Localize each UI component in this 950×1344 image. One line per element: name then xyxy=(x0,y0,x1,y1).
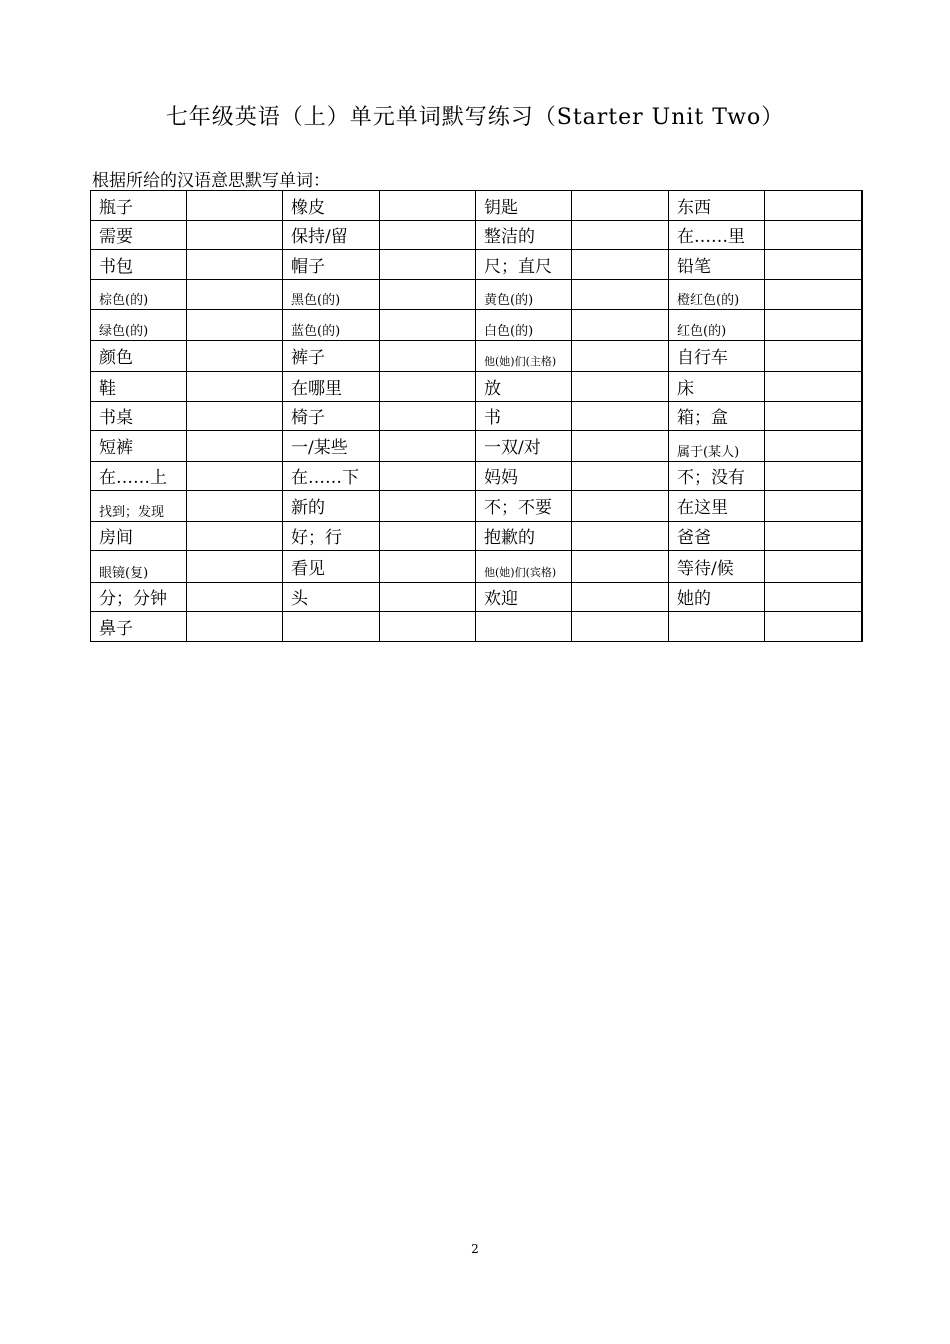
chinese-prompt-cell: 在……下 xyxy=(283,461,380,491)
answer-blank-cell[interactable] xyxy=(187,521,283,551)
answer-blank-cell[interactable] xyxy=(380,582,476,612)
chinese-prompt-cell: 属于(某人) xyxy=(669,431,765,462)
chinese-prompt-cell: 颜色 xyxy=(91,340,187,372)
document-title: 七年级英语（上）单元单词默写练习（Starter Unit Two） xyxy=(165,105,785,130)
answer-blank-cell[interactable] xyxy=(187,401,283,431)
chinese-prompt-cell: 妈妈 xyxy=(476,461,572,491)
answer-blank-cell[interactable] xyxy=(187,279,283,310)
answer-blank-cell[interactable] xyxy=(380,191,476,221)
answer-blank-cell[interactable] xyxy=(572,250,669,280)
table-row xyxy=(91,521,862,551)
answer-blank-cell[interactable] xyxy=(187,551,283,583)
chinese-prompt-cell: 她的 xyxy=(669,582,765,612)
chinese-prompt-cell: 红色(的) xyxy=(669,310,765,341)
answer-blank-cell[interactable] xyxy=(187,491,283,522)
answer-blank-cell[interactable] xyxy=(765,461,862,491)
chinese-prompt-cell: 在……里 xyxy=(669,220,765,250)
answer-blank-cell[interactable] xyxy=(765,220,862,250)
answer-blank-cell[interactable] xyxy=(187,582,283,612)
answer-blank-cell[interactable] xyxy=(380,310,476,341)
answer-blank-cell[interactable] xyxy=(187,461,283,491)
chinese-prompt-cell xyxy=(669,612,765,642)
chinese-prompt-cell: 铅笔 xyxy=(669,250,765,280)
answer-blank-cell[interactable] xyxy=(380,521,476,551)
answer-blank-cell[interactable] xyxy=(765,582,862,612)
table-row xyxy=(91,491,862,522)
table-row xyxy=(91,340,862,372)
answer-blank-cell[interactable] xyxy=(380,220,476,250)
chinese-prompt-cell: 在……上 xyxy=(91,461,187,491)
chinese-prompt-cell: 尺；直尺 xyxy=(476,250,572,280)
vocabulary-table-body xyxy=(91,191,862,642)
chinese-prompt-cell: 短裤 xyxy=(91,431,187,462)
answer-blank-cell[interactable] xyxy=(572,521,669,551)
answer-blank-cell[interactable] xyxy=(765,340,862,372)
answer-blank-cell[interactable] xyxy=(187,310,283,341)
chinese-prompt-cell: 蓝色(的) xyxy=(283,310,380,341)
answer-blank-cell[interactable] xyxy=(765,491,862,522)
chinese-prompt-cell: 椅子 xyxy=(283,401,380,431)
answer-blank-cell[interactable] xyxy=(572,582,669,612)
chinese-prompt-cell: 钥匙 xyxy=(476,191,572,221)
instruction-text: 根据所给的汉语意思默写单词： xyxy=(92,171,330,191)
table-row xyxy=(91,401,862,431)
chinese-prompt-cell: 保持/留 xyxy=(283,220,380,250)
answer-blank-cell[interactable] xyxy=(572,491,669,522)
answer-blank-cell[interactable] xyxy=(765,191,862,221)
chinese-prompt-cell: 裤子 xyxy=(283,340,380,372)
answer-blank-cell[interactable] xyxy=(187,612,283,642)
chinese-prompt-cell: 鼻子 xyxy=(91,612,187,642)
table-row xyxy=(91,191,862,221)
chinese-prompt-cell: 一双/对 xyxy=(476,431,572,462)
table-row xyxy=(91,612,862,642)
chinese-prompt-cell: 眼镜(复) xyxy=(91,551,187,583)
chinese-prompt-cell: 瓶子 xyxy=(91,191,187,221)
answer-blank-cell[interactable] xyxy=(380,401,476,431)
vocabulary-table xyxy=(90,190,863,642)
answer-blank-cell[interactable] xyxy=(380,491,476,522)
table-row xyxy=(91,551,862,583)
answer-blank-cell[interactable] xyxy=(572,310,669,341)
answer-blank-cell[interactable] xyxy=(572,551,669,583)
answer-blank-cell[interactable] xyxy=(187,220,283,250)
answer-blank-cell[interactable] xyxy=(765,521,862,551)
answer-blank-cell[interactable] xyxy=(572,340,669,372)
chinese-prompt-cell: 新的 xyxy=(283,491,380,522)
chinese-prompt-cell: 书 xyxy=(476,401,572,431)
chinese-prompt-cell: 分；分钟 xyxy=(91,582,187,612)
chinese-prompt-cell: 书包 xyxy=(91,250,187,280)
table-row xyxy=(91,250,862,280)
chinese-prompt-cell: 白色(的) xyxy=(476,310,572,341)
answer-blank-cell[interactable] xyxy=(765,279,862,310)
chinese-prompt-cell: 好；行 xyxy=(283,521,380,551)
chinese-prompt-cell: 帽子 xyxy=(283,250,380,280)
chinese-prompt-cell: 橡皮 xyxy=(283,191,380,221)
table-row xyxy=(91,220,862,250)
chinese-prompt-cell: 抱歉的 xyxy=(476,521,572,551)
table-row xyxy=(91,372,862,402)
page-number: 2 xyxy=(471,1242,479,1256)
chinese-prompt-cell: 鞋 xyxy=(91,372,187,402)
answer-blank-cell[interactable] xyxy=(187,250,283,280)
chinese-prompt-cell: 在哪里 xyxy=(283,372,380,402)
answer-blank-cell[interactable] xyxy=(572,431,669,462)
chinese-prompt-cell: 自行车 xyxy=(669,340,765,372)
table-row xyxy=(91,582,862,612)
answer-blank-cell[interactable] xyxy=(187,431,283,462)
chinese-prompt-cell: 爸爸 xyxy=(669,521,765,551)
chinese-prompt-cell: 等待/候 xyxy=(669,551,765,583)
answer-blank-cell[interactable] xyxy=(380,551,476,583)
table-row xyxy=(91,279,862,310)
answer-blank-cell[interactable] xyxy=(380,612,476,642)
answer-blank-cell[interactable] xyxy=(380,461,476,491)
answer-blank-cell[interactable] xyxy=(380,372,476,402)
chinese-prompt-cell: 橙红色(的) xyxy=(669,279,765,310)
answer-blank-cell[interactable] xyxy=(765,612,862,642)
chinese-prompt-cell: 找到；发现 xyxy=(91,491,187,522)
answer-blank-cell[interactable] xyxy=(765,401,862,431)
answer-blank-cell[interactable] xyxy=(765,551,862,583)
chinese-prompt-cell: 放 xyxy=(476,372,572,402)
chinese-prompt-cell: 书桌 xyxy=(91,401,187,431)
answer-blank-cell[interactable] xyxy=(380,431,476,462)
chinese-prompt-cell: 黑色(的) xyxy=(283,279,380,310)
table-row xyxy=(91,431,862,462)
chinese-prompt-cell: 头 xyxy=(283,582,380,612)
chinese-prompt-cell: 房间 xyxy=(91,521,187,551)
answer-blank-cell[interactable] xyxy=(765,310,862,341)
chinese-prompt-cell: 床 xyxy=(669,372,765,402)
chinese-prompt-cell xyxy=(283,612,380,642)
answer-blank-cell[interactable] xyxy=(572,191,669,221)
chinese-prompt-cell: 需要 xyxy=(91,220,187,250)
answer-blank-cell[interactable] xyxy=(765,431,862,462)
chinese-prompt-cell: 欢迎 xyxy=(476,582,572,612)
answer-blank-cell[interactable] xyxy=(572,612,669,642)
chinese-prompt-cell: 他(她)们(宾格) xyxy=(476,551,572,583)
chinese-prompt-cell: 一/某些 xyxy=(283,431,380,462)
chinese-prompt-cell: 东西 xyxy=(669,191,765,221)
answer-blank-cell[interactable] xyxy=(572,461,669,491)
chinese-prompt-cell: 箱；盒 xyxy=(669,401,765,431)
table-row xyxy=(91,310,862,341)
answer-blank-cell[interactable] xyxy=(572,401,669,431)
chinese-prompt-cell: 看见 xyxy=(283,551,380,583)
answer-blank-cell[interactable] xyxy=(572,372,669,402)
answer-blank-cell[interactable] xyxy=(765,250,862,280)
answer-blank-cell[interactable] xyxy=(380,340,476,372)
chinese-prompt-cell xyxy=(476,612,572,642)
answer-blank-cell[interactable] xyxy=(380,279,476,310)
table-row xyxy=(91,461,862,491)
chinese-prompt-cell: 他(她)们(主格) xyxy=(476,340,572,372)
chinese-prompt-cell: 不；没有 xyxy=(669,461,765,491)
chinese-prompt-cell: 在这里 xyxy=(669,491,765,522)
answer-blank-cell[interactable] xyxy=(187,372,283,402)
answer-blank-cell[interactable] xyxy=(572,220,669,250)
answer-blank-cell[interactable] xyxy=(765,372,862,402)
answer-blank-cell[interactable] xyxy=(187,191,283,221)
chinese-prompt-cell: 绿色(的) xyxy=(91,310,187,341)
chinese-prompt-cell: 不；不要 xyxy=(476,491,572,522)
answer-blank-cell[interactable] xyxy=(187,340,283,372)
chinese-prompt-cell: 黄色(的) xyxy=(476,279,572,310)
answer-blank-cell[interactable] xyxy=(380,250,476,280)
answer-blank-cell[interactable] xyxy=(572,279,669,310)
chinese-prompt-cell: 整洁的 xyxy=(476,220,572,250)
chinese-prompt-cell: 棕色(的) xyxy=(91,279,187,310)
